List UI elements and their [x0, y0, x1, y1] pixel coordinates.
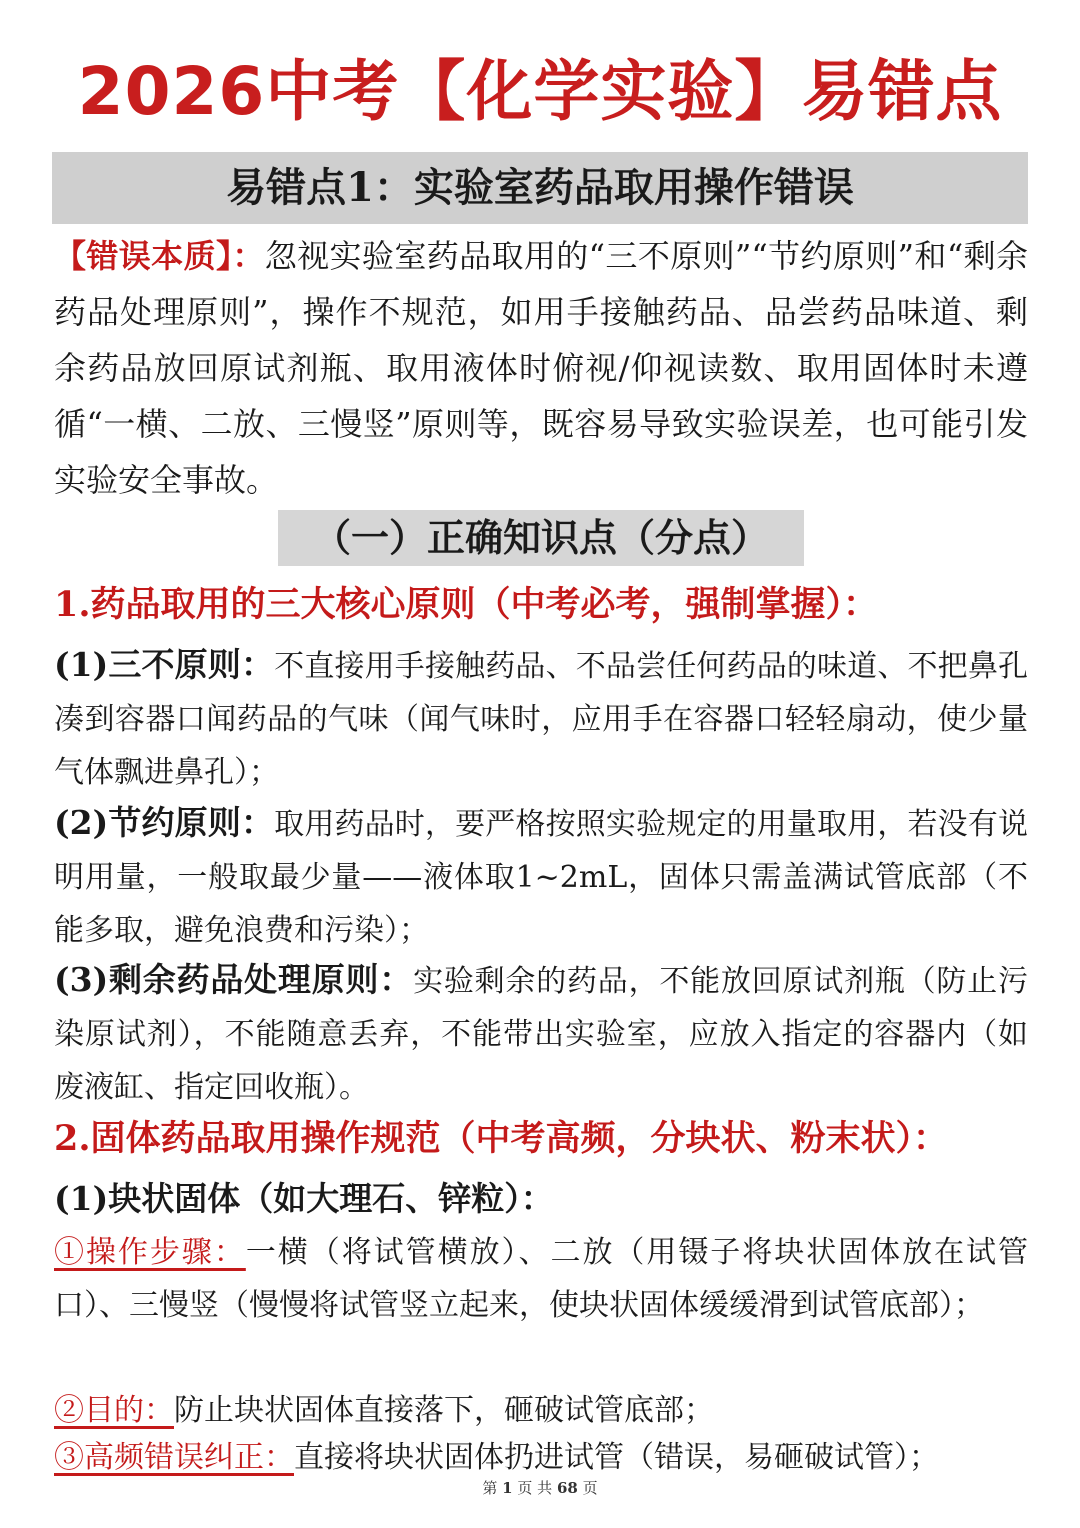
footer-suffix: 页 — [582, 1479, 598, 1497]
purpose-label: ②目的： — [54, 1393, 174, 1428]
point1-heading: 1.药品取用的三大核心原则（中考必考，强制掌握）： — [54, 584, 879, 625]
common-mistake-text: 直接将块状固体扔进试管（错误，易砸破试管）； — [294, 1440, 939, 1475]
operation-steps-label: ①操作步骤： — [54, 1235, 246, 1270]
principle-lead: (2)节约原则： — [54, 803, 275, 842]
principle-item — [54, 796, 1028, 957]
principle-item — [54, 638, 1028, 799]
principle-text: 实验剩余的药品，不能放回原试剂瓶（防止污染原试剂），不能随意丢弃，不能带出实验室，应放入指定的容器内（如废液缸、指定回收瓶）。 — [54, 964, 1028, 1105]
principle-lead: (3)剩余药品处理原则： — [54, 960, 414, 999]
footer-mid: 页 共 — [517, 1479, 553, 1497]
error-essence-paragraph — [54, 228, 1028, 508]
point2-heading: 2.固体药品取用操作规范（中考高频，分块状、粉末状）： — [54, 1118, 949, 1159]
page-title: 2026中考【化学实验】易错点 — [77, 53, 1003, 130]
principle-item — [54, 953, 1028, 1114]
common-mistake — [54, 1431, 1028, 1484]
block-solid-label: (1)块状固体（如大理石、锌粒）： — [54, 1179, 554, 1218]
principle-lead: (1)三不原则： — [54, 645, 275, 684]
operation-steps — [54, 1226, 1028, 1332]
principle-text: 取用药品时，要严格按照实验规定的用量取用，若没有说明用量，一般取最少量——液体取1~2mL，固体只需盖满试管底部（不能多取，避免浪费和污染）； — [54, 807, 1028, 948]
purpose — [54, 1384, 1028, 1437]
current-page-number: 1 — [502, 1479, 513, 1497]
error-essence-text: 忽视实验室药品取用的“三不原则”“节约原则”和“剩余药品处理原则”，操作不规范，如用手接触药品、品尝药品味道、剩余药品放回原试剂瓶、取用液体时俯视/仰视读数、取用固体时未遵循“一横、二放、三慢竖”原则等，既容易导致实验误差，也可能引发实验安全事故。 — [54, 237, 1028, 499]
principle-text: 不直接用手接触药品、不品尝任何药品的味道、不把鼻孔凑到容器口闻药品的气味（闻气味时，应用手在容器口轻轻扇动，使少量气体飘进鼻孔）； — [54, 649, 1028, 790]
purpose-text: 防止块状固体直接落下，砸破试管底部； — [174, 1393, 714, 1428]
operation-steps-text: 一横（将试管横放）、二放（用镊子将块状固体放在试管口）、三慢竖（慢慢将试管竖立起来，使块状固体缓缓滑到试管底部）； — [54, 1235, 1029, 1323]
subsection-heading: （一）正确知识点（分点） — [278, 510, 804, 566]
total-pages: 68 — [556, 1479, 578, 1497]
footer-prefix: 第 — [482, 1479, 498, 1497]
error-essence-label: 【错误本质】： — [54, 237, 265, 275]
common-mistake-label: ③高频错误纠正： — [54, 1440, 294, 1475]
block-solid-heading — [54, 1172, 1028, 1227]
page-footer — [0, 1478, 1080, 1498]
section-heading: 易错点1：实验室药品取用操作错误 — [52, 152, 1028, 224]
